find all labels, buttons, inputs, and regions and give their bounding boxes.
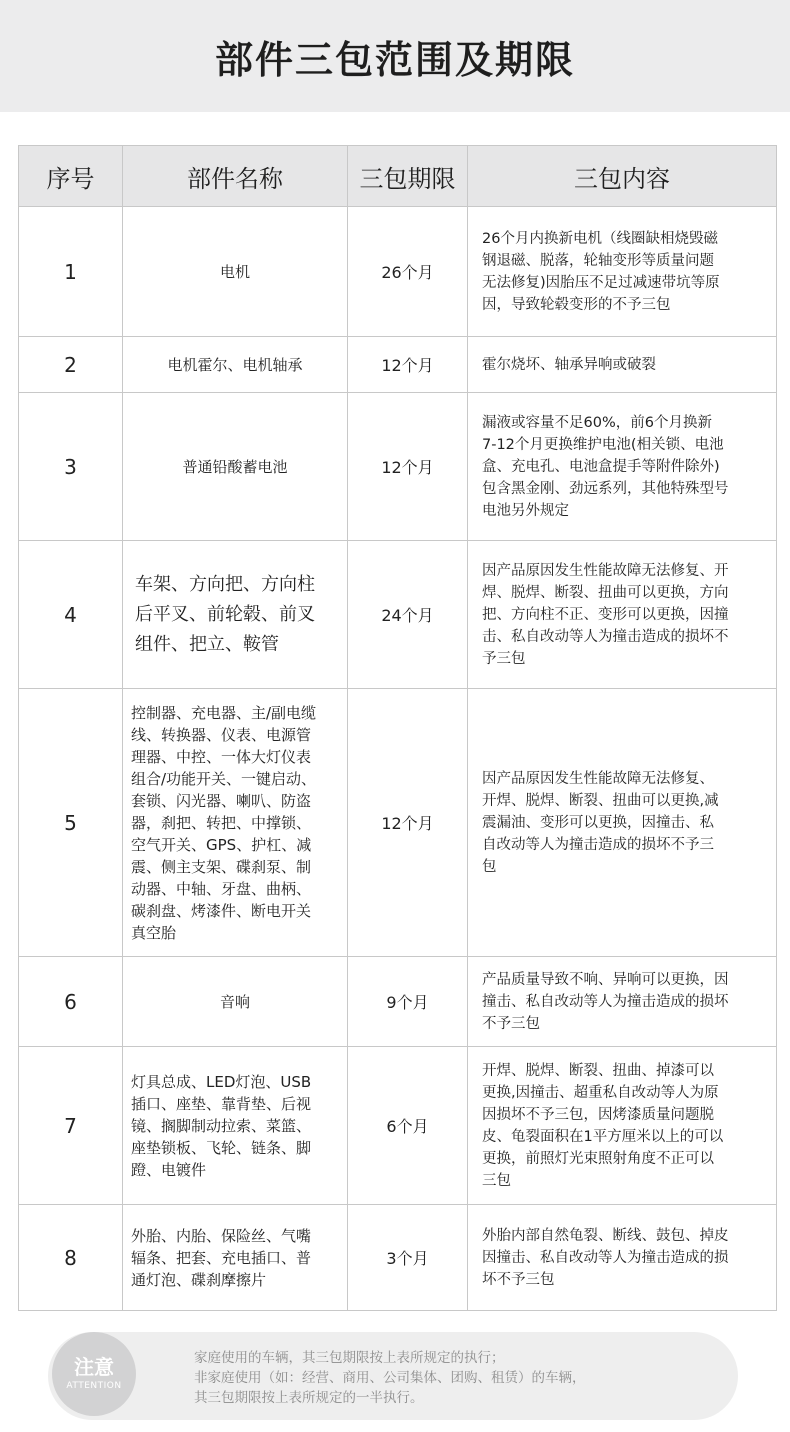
table-row bbox=[19, 393, 777, 541]
row-no: 2 bbox=[19, 337, 123, 393]
row-part bbox=[123, 541, 348, 689]
table-row bbox=[19, 689, 777, 957]
content-line: 盒、充电孔、电池盒提手等附件除外) bbox=[482, 458, 720, 475]
content-line: 自改动等人为撞击造成的损坏不予三 bbox=[482, 836, 714, 853]
row-part bbox=[123, 393, 348, 541]
part-line: 空气开关、GPS、护杠、减 bbox=[131, 835, 312, 854]
row-period: 12个月 bbox=[348, 393, 468, 541]
note-line: 非家庭使用（如：经营、商用、公司集体、团购、租赁）的车辆， bbox=[194, 1370, 586, 1386]
content-line: 包 bbox=[482, 858, 497, 875]
attention-badge-en: ATTENTION bbox=[66, 1381, 122, 1391]
content-line: 外胎内部自然龟裂、断线、鼓包、掉皮 bbox=[482, 1227, 729, 1244]
row-period: 6个月 bbox=[348, 1047, 468, 1205]
row-period: 3个月 bbox=[348, 1205, 468, 1311]
attention-note bbox=[48, 1332, 738, 1420]
row-part bbox=[123, 1047, 348, 1205]
content-line: 产品质量导致不响、异响可以更换，因 bbox=[482, 971, 729, 988]
content-line: 霍尔烧坏、轴承异响或破裂 bbox=[482, 356, 656, 373]
row-period: 26个月 bbox=[348, 207, 468, 337]
row-content bbox=[468, 689, 777, 957]
part-line: 辐条、把套、充电插口、普 bbox=[131, 1248, 312, 1267]
content-line: 无法修复)因胎压不足过减速带坑等原 bbox=[482, 274, 720, 291]
attention-badge bbox=[52, 1332, 136, 1416]
content-line: 因产品原因发生性能故障无法修复、 bbox=[482, 770, 714, 787]
part-line: 理器、中控、一体大灯仪表 bbox=[131, 747, 312, 766]
row-content bbox=[468, 541, 777, 689]
part-line: 蹬、电镀件 bbox=[131, 1160, 207, 1179]
content-line: 因损坏不予三包，因烤漆质量问题脱 bbox=[482, 1106, 714, 1123]
table-row bbox=[19, 207, 777, 337]
part-line: 后平叉、前轮毂、前叉 bbox=[135, 603, 315, 625]
part-line: 动器、中轴、牙盘、曲柄、 bbox=[131, 879, 312, 898]
row-part bbox=[123, 957, 348, 1047]
content-line: 开焊、脱焊、断裂、扭曲、掉漆可以 bbox=[482, 1062, 714, 1079]
content-line: 予三包 bbox=[482, 650, 526, 667]
part-line: 电机霍尔、电机轴承 bbox=[167, 355, 303, 374]
page-header bbox=[0, 0, 790, 112]
row-no: 4 bbox=[19, 541, 123, 689]
row-content bbox=[468, 337, 777, 393]
content-line: 26个月内换新电机（线圈缺相烧毁磁 bbox=[482, 230, 718, 247]
part-line: 电机 bbox=[219, 262, 250, 281]
attention-badge-cn: 注意 bbox=[74, 1355, 114, 1379]
row-no: 6 bbox=[19, 957, 123, 1047]
row-no: 5 bbox=[19, 689, 123, 957]
row-no: 7 bbox=[19, 1047, 123, 1205]
part-line: 组件、把立、鞍管 bbox=[135, 633, 279, 655]
part-line: 车架、方向把、方向柱 bbox=[135, 573, 315, 595]
row-content bbox=[468, 207, 777, 337]
row-period: 12个月 bbox=[348, 337, 468, 393]
part-line: 普通铅酸蓄电池 bbox=[182, 457, 288, 476]
part-line: 碳刹盘、烤漆件、断电开关 bbox=[131, 901, 312, 920]
part-line: 外胎、内胎、保险丝、气嘴 bbox=[131, 1226, 312, 1245]
row-no: 8 bbox=[19, 1205, 123, 1311]
row-content bbox=[468, 957, 777, 1047]
content-line: 三包 bbox=[482, 1172, 511, 1189]
row-content bbox=[468, 1205, 777, 1311]
row-part bbox=[123, 689, 348, 957]
warranty-table bbox=[18, 145, 777, 1311]
row-period: 9个月 bbox=[348, 957, 468, 1047]
header-no: 序号 bbox=[19, 146, 123, 207]
row-period: 12个月 bbox=[348, 689, 468, 957]
header-period: 三包期限 bbox=[348, 146, 468, 207]
part-line: 灯具总成、LED灯泡、USB bbox=[131, 1072, 312, 1091]
content-line: 撞击、私自改动等人为撞击造成的损坏 bbox=[482, 993, 729, 1010]
note-line: 其三包期限按上表所规定的一半执行。 bbox=[194, 1390, 424, 1406]
header-content: 三包内容 bbox=[468, 146, 777, 207]
table-row bbox=[19, 1205, 777, 1311]
part-line: 座垫锁板、飞轮、链条、脚 bbox=[131, 1138, 312, 1157]
part-line: 通灯泡、碟刹摩擦片 bbox=[131, 1270, 267, 1289]
content-line: 皮、龟裂面积在1平方厘米以上的可以 bbox=[482, 1128, 724, 1145]
part-line: 套锁、闪光器、喇叭、防盗 bbox=[131, 791, 312, 810]
part-line: 器，刹把、转把、中撑锁、 bbox=[131, 813, 312, 832]
content-line: 电池另外规定 bbox=[482, 502, 569, 519]
row-part bbox=[123, 1205, 348, 1311]
content-line: 因撞击、私自改动等人为撞击造成的损 bbox=[482, 1249, 729, 1266]
content-line: 漏液或容量不足60%，前6个月换新 bbox=[482, 414, 712, 431]
content-line: 把、方向柱不正、变形可以更换，因撞 bbox=[482, 606, 729, 623]
note-line: 家庭使用的车辆，其三包期限按上表所规定的执行； bbox=[194, 1350, 505, 1366]
content-line: 因产品原因发生性能故障无法修复、开 bbox=[482, 562, 729, 579]
part-line: 震、侧主支架、碟刹泵、制 bbox=[131, 857, 312, 876]
part-line: 控制器、充电器、主/副电缆 bbox=[131, 703, 317, 722]
row-no: 3 bbox=[19, 393, 123, 541]
row-content bbox=[468, 393, 777, 541]
content-line: 震漏油、变形可以更换，因撞击、私 bbox=[482, 814, 714, 831]
row-no: 1 bbox=[19, 207, 123, 337]
content-line: 击、私自改动等人为撞击造成的损坏不 bbox=[482, 628, 729, 645]
row-part bbox=[123, 207, 348, 337]
content-line: 不予三包 bbox=[482, 1015, 540, 1032]
content-line: 更换，前照灯光束照射角度不正可以 bbox=[482, 1150, 714, 1167]
part-line: 真空胎 bbox=[131, 923, 177, 942]
content-line: 包含黑金刚、劲远系列，其他特殊型号 bbox=[482, 480, 729, 497]
row-period: 24个月 bbox=[348, 541, 468, 689]
row-part bbox=[123, 337, 348, 393]
table-header-row bbox=[19, 146, 777, 207]
header-part: 部件名称 bbox=[123, 146, 348, 207]
content-line: 7-12个月更换维护电池(相关锁、电池 bbox=[482, 436, 724, 453]
part-line: 线、转换器、仪表、电源管 bbox=[131, 725, 312, 744]
content-line: 开焊、脱焊、断裂、扭曲可以更换,减 bbox=[482, 792, 719, 809]
row-content bbox=[468, 1047, 777, 1205]
page-title: 部件三包范围及期限 bbox=[214, 37, 575, 82]
part-line: 镜、搁脚制动拉索、菜篮、 bbox=[131, 1116, 312, 1135]
content-line: 更换,因撞击、超重私自改动等人为原 bbox=[482, 1084, 719, 1101]
attention-text bbox=[194, 1348, 714, 1408]
part-line: 组合/功能开关、一键启动、 bbox=[131, 769, 317, 788]
content-line: 钢退磁、脱落，轮轴变形等质量问题 bbox=[482, 252, 714, 269]
table-row bbox=[19, 1047, 777, 1205]
content-line: 焊、脱焊、断裂、扭曲可以更换，方向 bbox=[482, 584, 729, 601]
content-line: 因，导致轮毂变形的不予三包 bbox=[482, 296, 671, 313]
content-line: 坏不予三包 bbox=[482, 1271, 555, 1288]
table-row bbox=[19, 337, 777, 393]
table-row bbox=[19, 541, 777, 689]
part-line: 插口、座垫、靠背垫、后视 bbox=[131, 1094, 312, 1113]
part-line: 音响 bbox=[219, 992, 250, 1011]
table-row bbox=[19, 957, 777, 1047]
